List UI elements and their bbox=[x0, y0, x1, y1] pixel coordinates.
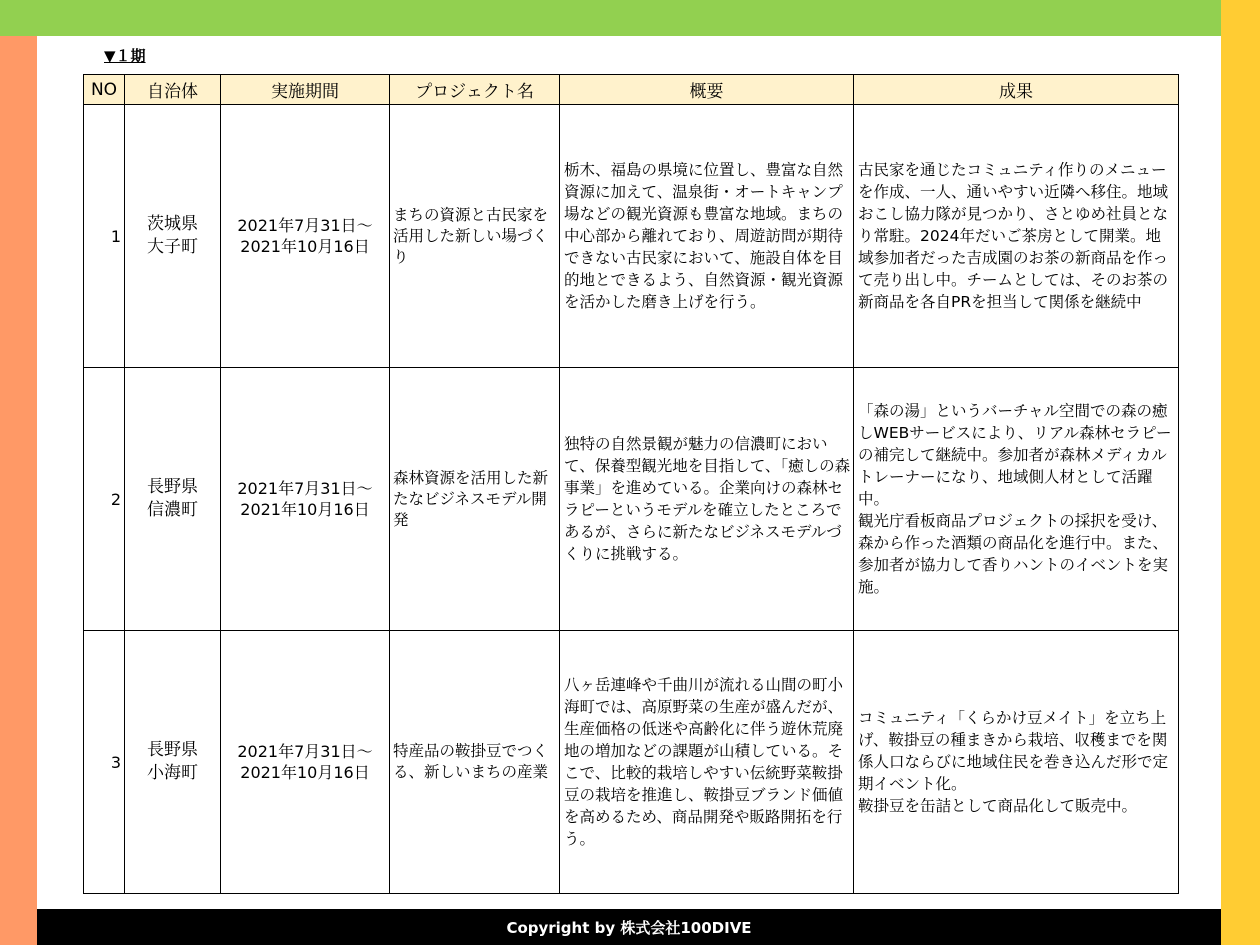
header-result: 成果 bbox=[854, 75, 1179, 105]
top-accent-bar bbox=[0, 0, 1221, 36]
table-row bbox=[84, 631, 1179, 894]
section-label: ▼１期 bbox=[104, 47, 146, 65]
row-overview: 独特の自然景観が魅力の信濃町において、保養型観光地を目指して、「癒しの森事業」を進めている。企業向けの森林セラピーというモデルを確立したところであるが、さらに新たなビジネスモデルづくりに挑戦する。 bbox=[560, 368, 854, 631]
town: 信濃町 bbox=[147, 500, 198, 520]
row-project: 特産品の鞍掛豆でつくる、新しいまちの産業 bbox=[390, 631, 560, 894]
header-municipality: 自治体 bbox=[125, 75, 221, 105]
left-accent-bar bbox=[0, 36, 37, 945]
row-project: 森林資源を活用した新たなビジネスモデル開発 bbox=[390, 368, 560, 631]
table-row bbox=[84, 105, 1179, 368]
row-result: 古民家を通じたコミュニティ作りのメニューを作成、一人、通いやすい近隣へ移住。地域おこし協力隊が見つかり、さとゆめ社員となり常駐。2024年だいご茶房として開業。地域参加者だった吉成園のお茶の新商品を作って売り出し中。チームとしては、そのお茶の新商品を各自PRを担当して関係を継続中 bbox=[854, 105, 1179, 368]
row-overview: 栃木、福島の県境に位置し、豊富な自然資源に加えて、温泉街・オートキャンプ場などの観光資源も豊富な地域。まちの中心部から離れており、周遊訪問が期待できない古民家において、施設自体を目的地とできるよう、自然資源・観光資源を活かした磨き上げを行う。 bbox=[560, 105, 854, 368]
header-no: NO bbox=[84, 75, 125, 105]
row-municipality bbox=[125, 368, 221, 631]
row-period: 2021年7月31日～ 2021年10月16日 bbox=[221, 631, 390, 894]
row-period: 2021年7月31日～ 2021年10月16日 bbox=[221, 105, 390, 368]
row-no: 1 bbox=[84, 105, 125, 368]
copyright-footer: Copyright by 株式会社100DIVE bbox=[37, 909, 1221, 945]
row-result: 「森の湯」というバーチャル空間での森の癒しWEBサービスにより、リアル森林セラピーの補完して継続中。参加者が森林メディカルトレーナーになり、地域側人材として活躍中。 観光庁看板商品プロジェクトの採択を受け、森から作った酒類の商品化を進行中。また、参加者が協力して香りハントのイベントを実施。 bbox=[854, 368, 1179, 631]
row-result: コミュニティ「くらかけ豆メイト」を立ち上げ、鞍掛豆の種まきから栽培、収穫までを関係人口ならびに地域住民を巻き込んだ形で定期イベント化。 鞍掛豆を缶詰として商品化して販売中。 bbox=[854, 631, 1179, 894]
prefecture: 茨城県 bbox=[147, 214, 198, 234]
row-period: 2021年7月31日～ 2021年10月16日 bbox=[221, 368, 390, 631]
town: 小海町 bbox=[147, 763, 198, 783]
row-municipality bbox=[125, 631, 221, 894]
header-project: プロジェクト名 bbox=[390, 75, 560, 105]
row-municipality bbox=[125, 105, 221, 368]
town: 大子町 bbox=[147, 237, 198, 257]
right-accent-bar bbox=[1221, 0, 1260, 945]
row-no: 3 bbox=[84, 631, 125, 894]
prefecture: 長野県 bbox=[147, 740, 198, 760]
header-period: 実施期間 bbox=[221, 75, 390, 105]
prefecture: 長野県 bbox=[147, 477, 198, 497]
row-no: 2 bbox=[84, 368, 125, 631]
projects-table bbox=[83, 74, 1179, 894]
table-header-row bbox=[84, 75, 1179, 105]
row-overview: 八ヶ岳連峰や千曲川が流れる山間の町小海町では、高原野菜の生産が盛んだが、生産価格の低迷や高齢化に伴う遊休荒廃地の増加などの課題が山積している。そこで、比較的栽培しやすい伝統野菜鞍掛豆の栽培を推進し、鞍掛豆ブランド価値を高めるため、商品開発や販路開拓を行う。 bbox=[560, 631, 854, 894]
header-overview: 概要 bbox=[560, 75, 854, 105]
row-project: まちの資源と古民家を活用した新しい場づくり bbox=[390, 105, 560, 368]
table-row bbox=[84, 368, 1179, 631]
